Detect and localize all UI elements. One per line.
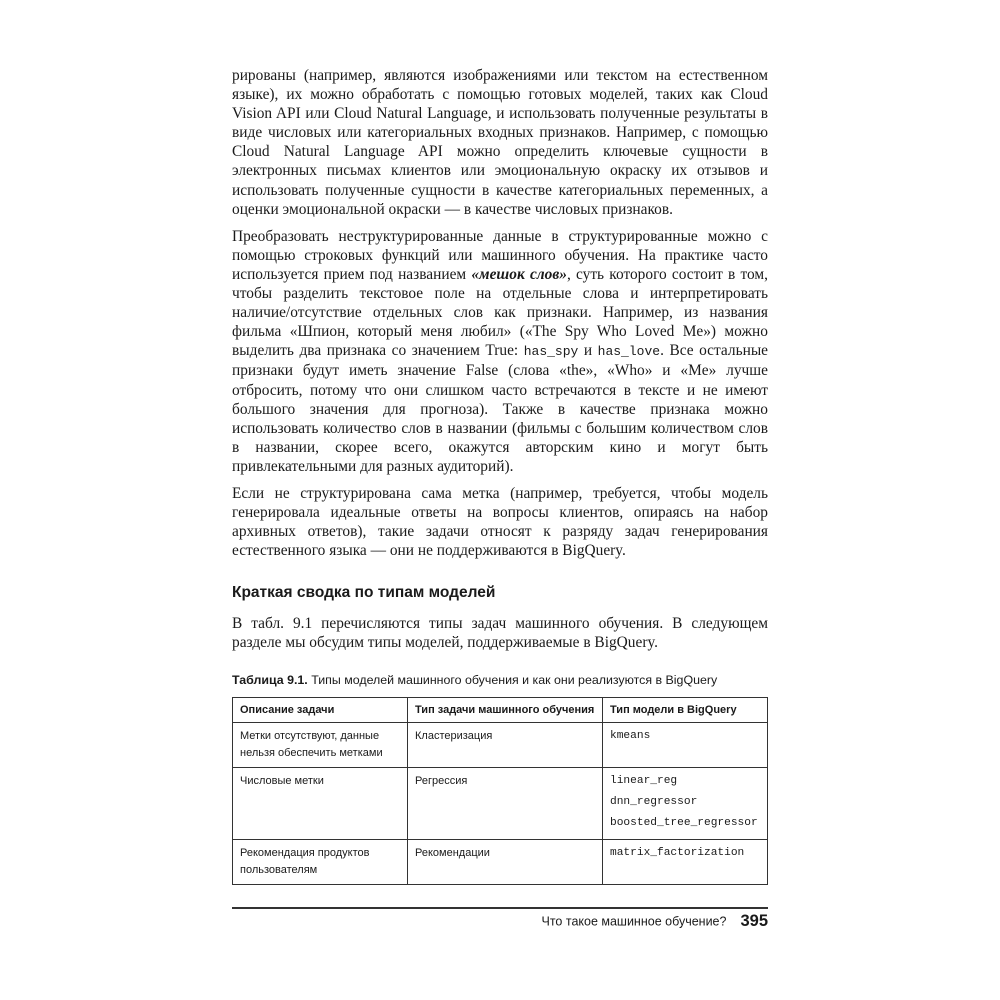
code-has-spy: has_spy [523,344,579,360]
table-caption [232,673,768,687]
model-name: matrix_factorization [610,846,745,859]
paragraph-2 [232,227,768,476]
cell-task-description: Метки отсутствуют, данные нельзя обеспечить метками [233,722,408,767]
code-has-love: has_love [597,344,661,360]
cell-ml-task-type: Рекомендации [408,839,603,884]
model-types-table [232,697,768,885]
table-caption-text: Типы моделей машинного обучения и как они реализуются в BigQuery [307,672,718,687]
model-name: kmeans [610,729,651,742]
page-number: 395 [740,912,768,930]
cell-ml-task-type: Кластеризация [408,722,603,767]
running-title: Что такое машинное обучение? [541,914,727,929]
paragraph-1-text: рированы (например, являются изображениями или текстом на естественном языке), их можно обработать с помощью готовых моделей, таких как Cloud Vision API или Cloud Natural Language, и использовать полученные результаты в виде числовых или категориальных входных признаков. Например, с помощью Cloud Natural Language API можно определить ключевые сущности в электронных письмах клиентов или эмоциональную окраску их отзывов и использовать полученные сущности в качестве категориальных переменных, а оценки эмоциональной окраски — в качестве числовых признаков. [232,67,768,218]
paragraph-2-text-b: , суть которого состоит в том, чтобы разделить текстовое поле на отдельные слова и интерпретировать наличие/отсутствие отдельных слов как признаки. Например, из названия фильма «Шпион, который меня любил» («The Spy Who Loved Me») можно выделить два признака со значением True: [232,265,769,360]
model-name: linear_reg [610,774,678,787]
cell-bigquery-model [603,722,768,767]
paragraph-2-text-a: Преобразовать неструктурированные данные в структурированные можно с помощью строковых функций или машинного обучения. На практике часто используется прием под названием [232,227,768,283]
paragraph-3-text: Если не структурирована сама метка (например, требуется, чтобы модель генерировала идеальные ответы на вопросы клиентов, опираясь на набор архивных ответов), такие задачи относят к разряду задач генерирования естественного языка — они не поддерживаются в BigQuery. [232,484,768,560]
footer-divider [232,907,768,909]
cell-ml-task-type: Регрессия [408,767,603,839]
cell-task-description: Числовые метки [233,767,408,839]
paragraph-4-text: В табл. 9.1 перечисляются типы задач машинного обучения. В следующем разделе мы обсудим типы моделей, поддерживаемые в BigQuery. [232,615,768,652]
cell-bigquery-model [603,767,768,839]
table-row [233,767,768,839]
cell-bigquery-model [603,839,768,884]
table-row [233,722,768,767]
paragraph-4 [232,614,768,652]
bag-of-words-term: «мешок слов» [471,265,567,283]
cell-task-description: Рекомендация продуктов пользователям [233,839,408,884]
page-content [232,66,768,885]
paragraph-3 [232,484,768,560]
section-heading: Краткая сводка по типам моделей [232,584,496,602]
model-name: dnn_regressor [610,795,698,808]
table-caption-label: Таблица 9.1. [232,672,308,687]
column-header-bigquery-model-type: Тип модели в BigQuery [603,697,768,722]
model-name: boosted_tree_regressor [610,816,758,829]
page-footer [232,912,768,931]
paragraph-2-text-c: . Все остальные признаки будут иметь значение False (слова «the», «Who» и «Me» лучше отбросить, потому что они слишком часто встречаются в тексте и не имеют большого значения для прогноза). Также в качестве признака можно использовать количество слов в названии (фильмы с большим количеством слов в названии, скорее всего, окажутся авторским кино и могут быть привлекательными для разных аудиторий). [232,342,768,475]
column-header-ml-task-type: Тип задачи машинного обучения [408,697,603,722]
table-row [233,839,768,884]
paragraph-1 [232,66,768,219]
column-header-task-description: Описание задачи [233,697,408,722]
table-header-row [233,697,768,722]
paragraph-2-and: и [578,342,598,360]
